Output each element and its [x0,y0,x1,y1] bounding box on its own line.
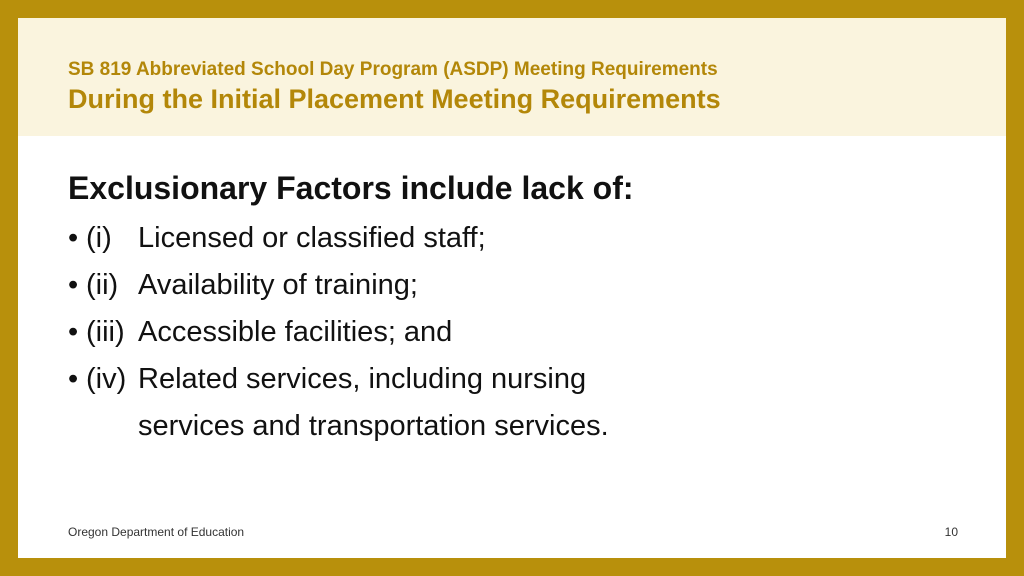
slide [18,18,1006,558]
list-item [68,215,968,262]
item-number: (ii) [86,269,119,301]
slide-content [68,170,968,450]
page-number: 10 [944,525,958,539]
bullet-icon: • [68,316,79,348]
bullet-icon: • [68,269,79,301]
slide-title: During the Initial Placement Meeting Requirements [68,84,721,114]
item-text: Related services, including nursing [138,363,587,395]
item-text: Accessible facilities; and [138,316,453,348]
list-item [68,356,968,403]
item-text: Availability of training; [138,269,418,301]
bullet-icon: • [68,363,79,395]
list-item [68,262,968,309]
bullet-icon: • [68,222,79,254]
item-number: (iii) [86,316,125,348]
item-text: Licensed or classified staff; [138,222,486,254]
item-continuation: services and transportation services. [138,410,609,442]
item-number: (i) [86,222,112,254]
slide-subtitle: SB 819 Abbreviated School Day Program (ASDP) Meeting Requirements [68,59,718,80]
slide-header [18,18,1006,136]
footer-organization: Oregon Department of Education [68,525,245,539]
list-item [68,309,968,356]
item-number: (iv) [86,363,127,395]
content-heading: Exclusionary Factors include lack of: [68,170,634,206]
